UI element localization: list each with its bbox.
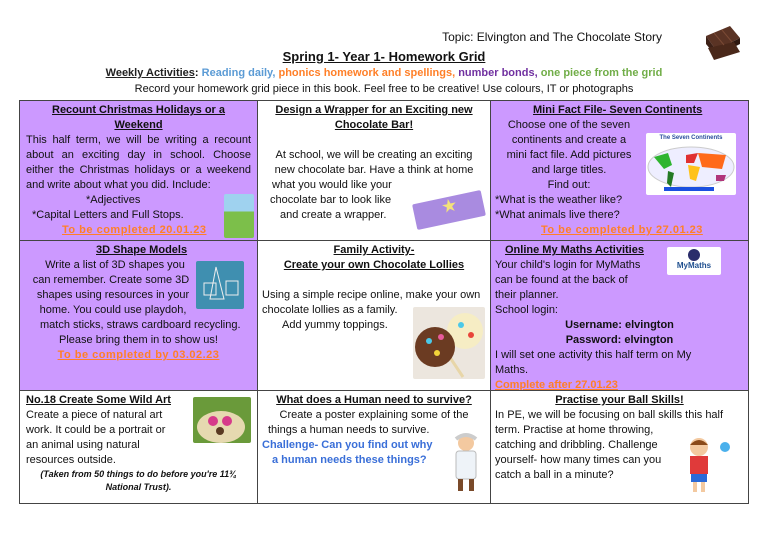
record-instructions: Record your homework grid piece in this book. Feel free to be creative! Use colours, IT or photographs	[134, 83, 634, 95]
body-line: either the Christmas holidays or a weekend	[26, 164, 251, 176]
body-line: Create a poster explaining some of the	[279, 409, 469, 421]
cell-title: 3D Shape Models	[96, 244, 188, 256]
cell-title: What does a Human need to survive?	[276, 394, 472, 406]
cell-title: Chocolate Bar!	[334, 119, 414, 131]
cell-3d-shapes	[19, 240, 258, 391]
body-line: an animal using natural	[26, 439, 140, 451]
cell-title: Mini Fact File- Seven Continents	[533, 104, 703, 116]
challenge-line: a human needs these things?	[272, 454, 427, 466]
logo-text: MyMaths	[676, 261, 712, 270]
weekly-activities: Weekly Activities: Reading daily, phonics homework and spellings, number bonds, one piece from the grid	[105, 67, 663, 79]
body-line: can be found at the back of	[495, 274, 628, 286]
password-text: Password: elvington	[565, 334, 674, 346]
body-line: term. Practise at home throwing,	[495, 424, 654, 436]
body-line: and write about what you did. Include:	[26, 179, 211, 191]
body-line: yourself- how many times can you	[495, 454, 662, 466]
body-line: things a human needs to survive.	[268, 424, 430, 436]
cell-mymaths	[490, 240, 749, 391]
body-line: shapes using resources in your	[36, 289, 190, 301]
family-walk-image	[224, 194, 254, 238]
body-line: I will set one activity this half term on My	[495, 349, 692, 361]
note-line: (Taken from 50 things to do before you're 11¾	[40, 469, 237, 479]
chocolate-lollies-image	[413, 307, 485, 379]
3d-shapes-image	[196, 261, 244, 309]
cell-recount	[19, 100, 258, 241]
body-line: Your child's login for MyMaths	[495, 259, 641, 271]
weekly-phonics: phonics homework and spellings,	[278, 67, 456, 79]
page-title: Spring 1- Year 1- Homework Grid	[282, 49, 486, 64]
body-line: catching and dribbling. Challenge	[495, 439, 658, 451]
username-text: Username: elvington	[565, 319, 674, 331]
body-line: catch a ball in a minute?	[495, 469, 614, 481]
cell-title: Create your own Chocolate Lollies	[283, 259, 465, 271]
cell-wild-art	[19, 390, 258, 504]
body-line: Create a piece of natural art	[26, 409, 163, 421]
body-line: resources outside.	[26, 454, 116, 466]
body-line: can remember. Create some 3D	[32, 274, 190, 286]
continents-map-image	[646, 133, 736, 195]
body-line: This half term, we will be writing a recount	[26, 134, 251, 146]
body-line: *What animals live there?	[495, 209, 620, 221]
body-line: Please bring them in to show us!	[59, 334, 218, 346]
weekly-grid-piece: one piece from the grid	[540, 67, 663, 79]
topic-heading: Topic: Elvington and The Chocolate Story	[442, 30, 662, 44]
due-date: To be completed by 27.01.23	[541, 224, 703, 236]
body-line: Using a simple recipe online, make your own	[262, 289, 481, 301]
cell-title: Online My Maths Activities	[505, 244, 644, 256]
body-line: *Capital Letters and Full Stops.	[32, 209, 184, 221]
body-line: Find out:	[547, 179, 591, 191]
wild-art-image	[193, 397, 251, 443]
cell-lollies	[257, 240, 491, 391]
weekly-label: Weekly Activities	[105, 67, 195, 79]
body-line: chocolate bar to look like	[270, 194, 392, 206]
body-line: Choose one of the seven	[507, 119, 631, 131]
weekly-number-bonds: number bonds,	[458, 67, 538, 79]
body-line: and create a wrapper.	[280, 209, 387, 221]
body-line: work. It could be a portrait or	[26, 424, 166, 436]
body-line: Maths.	[495, 364, 529, 376]
body-line: School login:	[495, 304, 558, 316]
scientist-image	[446, 431, 486, 495]
body-line: about an exciting day in school. Choose	[26, 149, 251, 161]
boy-ball-image	[681, 435, 737, 495]
body-line: what you would like your	[272, 179, 392, 191]
body-line: new chocolate bar. Have a think at home	[274, 164, 474, 176]
body-line: *Adjectives	[86, 194, 141, 206]
body-line: home. You could use playdoh,	[39, 304, 187, 316]
cell-ball-skills	[490, 390, 749, 504]
body-line: In PE, we will be focusing on ball skills this half	[495, 409, 724, 421]
cell-title: No.18 Create Some Wild Art	[26, 394, 171, 406]
body-line: Write a list of 3D shapes you	[45, 259, 185, 271]
cell-title: Recount Christmas Holidays or a	[52, 104, 225, 116]
mymaths-logo	[667, 247, 721, 275]
body-line: At school, we will be creating an exciting	[275, 149, 473, 161]
chocolate-wrapper-image: ★	[412, 190, 486, 230]
cell-human-needs	[257, 390, 491, 504]
cell-wrapper	[257, 100, 491, 241]
body-line: Add yummy toppings.	[282, 319, 388, 331]
body-line: mini fact file. Add pictures	[506, 149, 632, 161]
body-line: their planner.	[495, 289, 559, 301]
map-title: The Seven Continents	[659, 135, 723, 141]
body-line: match sticks, straws cardboard recycling.	[40, 319, 241, 331]
challenge-line: Challenge- Can you find out why	[262, 439, 433, 451]
due-date: Complete after 27.01.23	[495, 379, 618, 391]
cell-title: Weekend	[114, 119, 163, 131]
weekly-reading: Reading daily,	[201, 67, 276, 79]
cell-continents	[490, 100, 749, 241]
body-line: *What is the weather like?	[495, 194, 623, 206]
cell-title: Design a Wrapper for an Exciting new	[275, 104, 473, 116]
body-line: chocolate lollies as a family.	[262, 304, 398, 316]
due-date: To be completed by 03.02.23	[57, 349, 220, 361]
body-line: continents and create a	[511, 134, 627, 146]
due-date: To be completed 20.01.23	[62, 224, 207, 236]
body-line: and large titles.	[531, 164, 607, 176]
note-line: National Trust).	[105, 482, 172, 492]
cell-title: Practise your Ball Skills!	[555, 394, 684, 406]
cell-title: Family Activity-	[333, 244, 415, 256]
